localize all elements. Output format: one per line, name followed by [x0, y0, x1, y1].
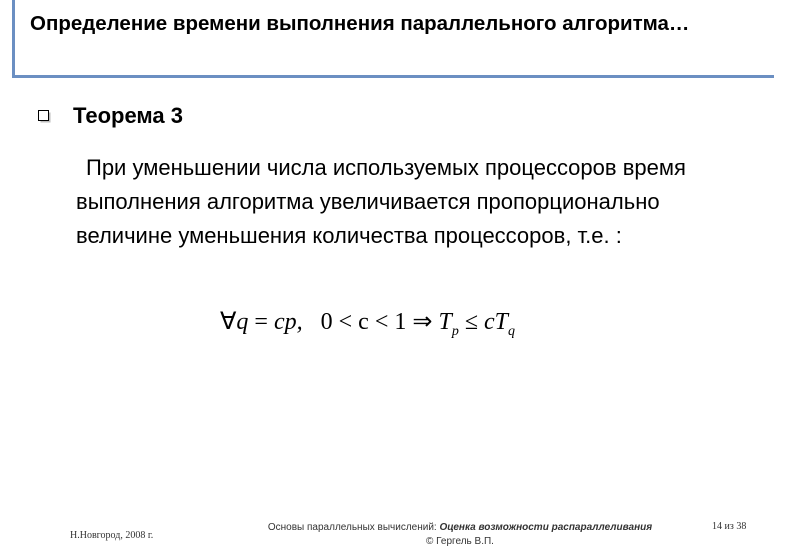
formula-cp: cp, — [273, 309, 303, 335]
formula-le: ≤ — [458, 309, 484, 335]
footer-location-date: Н.Новгород, 2008 г. — [70, 530, 154, 541]
theorem-text: При уменьшении числа используемых процессоров время выполнения алгоритма увеличивается пропорционально величине уменьшения количества процессоров, т.е. : — [76, 155, 686, 248]
slide-title: Определение времени выполнения параллельного алгоритма… — [30, 12, 690, 35]
formula-cTq: cT — [484, 309, 508, 335]
page-separator: из — [722, 521, 737, 532]
formula — [220, 307, 515, 340]
footer-section-title: Оценка возможности распараллеливания — [439, 522, 653, 533]
formula-Tq-sub: q — [508, 324, 515, 339]
page-current: 14 — [712, 521, 722, 532]
formula-condition: 0 < c < 1 — [320, 309, 407, 335]
page-total: 38 — [736, 521, 747, 532]
footer-course-title: Основы параллельных вычислений: — [267, 522, 440, 533]
formula-implies: ⇒ — [406, 309, 439, 335]
footer-copyright: © Гергель В.П. — [426, 536, 494, 547]
footer-course — [230, 521, 690, 549]
formula-eq: = — [248, 309, 274, 335]
formula-q: q — [236, 309, 249, 335]
bullet-row — [38, 103, 183, 129]
theorem-heading: Теорема 3 — [73, 103, 183, 128]
footer-course-line1 — [230, 521, 690, 535]
forall-symbol: ∀ — [220, 309, 237, 335]
checkbox-bullet-icon — [38, 110, 51, 123]
page-number — [712, 521, 746, 532]
formula-Tp: T — [438, 309, 452, 335]
formula-Tp-sub: p — [451, 324, 459, 339]
